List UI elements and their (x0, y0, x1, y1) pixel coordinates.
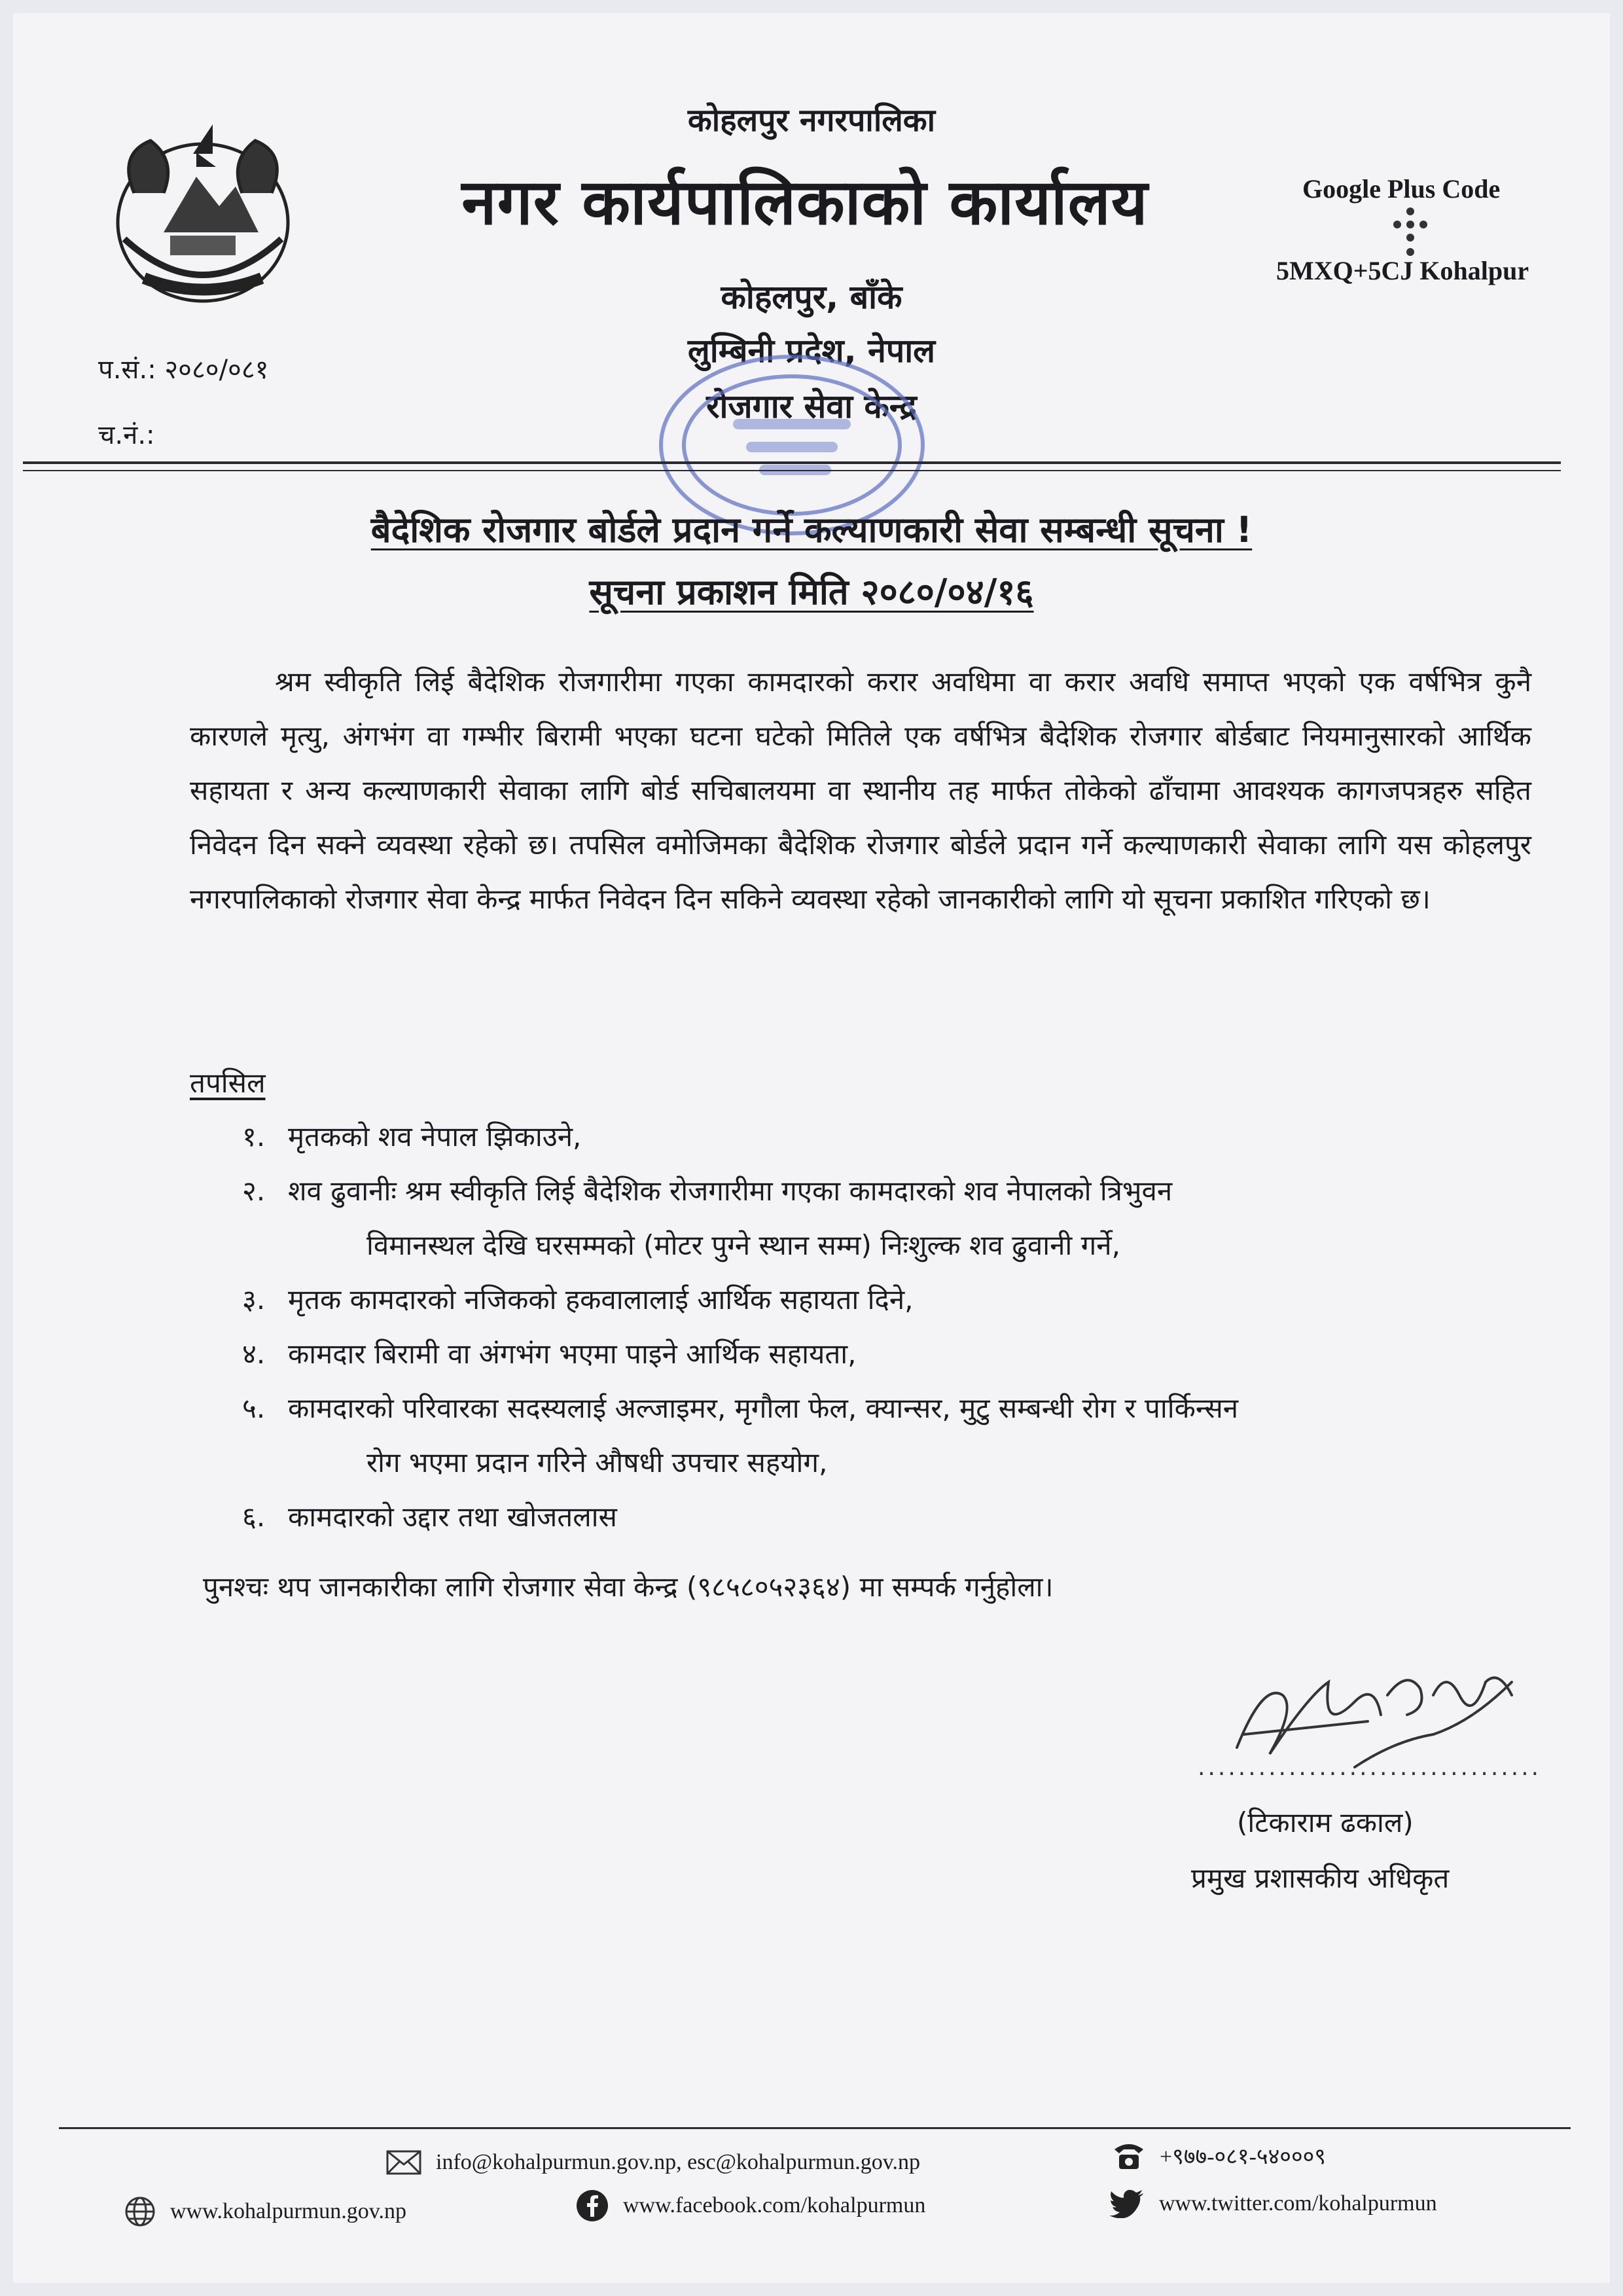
item-text: कामदारको उद्दार तथा खोजतलास (288, 1501, 617, 1533)
footer-twitter (1109, 2189, 1437, 2218)
address-line-3: रोजगार सेवा केन्द्र (706, 387, 917, 425)
item-number: ६. (242, 1501, 266, 1533)
item-number: २. (242, 1175, 266, 1207)
item-number: ४. (242, 1338, 266, 1370)
address-line-1: कोहलपुर, बाँके (721, 278, 902, 316)
signer-title: प्रमुख प्रशासकीय अधिकृत (1191, 1862, 1450, 1894)
list-item (242, 1272, 1551, 1327)
item-text: कामदारको परिवारका सदस्यलाई अल्जाइमर, मृगौला फेल, क्यान्सर, मुटु सम्बन्धी रोग र पार्किन्सन (288, 1392, 1239, 1424)
envelope-icon (386, 2150, 421, 2175)
notice-date-text: सूचना प्रकाशन मिति २०८०/०४/१६ (589, 571, 1034, 613)
item-text-continued: रोग भएमा प्रदान गरिने औषधी उपचार सहयोग, (366, 1446, 828, 1479)
item-text-continued: विमानस्थल देखि घरसम्मको (मोटर पुग्ने स्थान सम्म) निःशुल्क शव ढुवानी गर्ने, (366, 1229, 1120, 1261)
address-line-2: लुम्बिनी प्रदेश, नेपाल (687, 332, 936, 370)
facebook-link[interactable]: www.facebook.com/kohalpurmun (623, 2193, 926, 2217)
globe-icon (124, 2196, 156, 2227)
list-item (242, 1490, 1551, 1544)
list-item (242, 1381, 1551, 1435)
notice-title (0, 504, 1623, 552)
facebook-icon (576, 2189, 609, 2222)
footer-website (124, 2196, 406, 2227)
postscript-note: पुनश्चः थप जानकारीका लागि रोजगार सेवा केन्द्र (९८५८०५२३६४) मा सम्पर्क गर्नुहोला। (203, 1571, 1054, 1603)
signature-line: .................................. (1198, 1754, 1542, 1781)
email-link[interactable]: info@kohalpurmun.gov.np, esc@kohalpurmun.gov.np (436, 2150, 920, 2174)
item-number: १. (242, 1121, 266, 1153)
signer-name: (टिकाराम ढकाल) (1237, 1806, 1414, 1839)
footer-phone (1113, 2140, 1326, 2170)
phone-number: +९७७-०८१-५४०००९ (1160, 2145, 1326, 2169)
item-text: शव ढुवानीः श्रम स्वीकृति लिई बैदेशिक रोजगारीमा गएका कामदारको शव नेपालको त्रिभुवन (288, 1175, 1173, 1207)
header-rule-thin (23, 470, 1561, 471)
list-item-continuation (242, 1218, 1551, 1272)
notice-title-text: बैदेशिक रोजगार बोर्डले प्रदान गर्ने कल्याणकारी सेवा सम्बन्धी सूचना ! (370, 509, 1253, 550)
list-item (242, 1109, 1551, 1164)
plus-code-icon (1391, 206, 1430, 259)
item-number: ३. (242, 1283, 266, 1316)
google-plus-code-label: Google Plus Code (1302, 174, 1501, 204)
annex-heading: तपसिल (190, 1067, 266, 1099)
footer-email (386, 2150, 920, 2175)
dispatch-number: च.नं.: (98, 420, 155, 450)
item-text: मृतक कामदारको नजिकको हकवालालाई आर्थिक सहायता दिने, (288, 1283, 914, 1316)
google-plus-code: 5MXQ+5CJ Kohalpur (1276, 256, 1529, 285)
list-item (242, 1327, 1551, 1381)
twitter-link[interactable]: www.twitter.com/kohalpurmun (1159, 2191, 1437, 2215)
footer-facebook (576, 2189, 925, 2222)
twitter-icon (1109, 2189, 1145, 2218)
reference-number: प.सं.: २०८०/०८१ (98, 355, 269, 385)
office-title: नगर कार्यपालिकाको कार्यालय (461, 166, 1149, 239)
header-rule (23, 461, 1561, 464)
footer-rule (59, 2127, 1571, 2129)
municipality-name: कोहलपुर नगरपालिका (687, 102, 936, 139)
telephone-icon (1113, 2140, 1145, 2170)
notice-body: श्रम स्वीकृति लिई बैदेशिक रोजगारीमा गएका कामदारको करार अवधिमा वा करार अवधि समाप्त भएको एक वर्षभित्र कुनै कारणले मृत्यु, अंगभंग वा गम्भीर बिरामी भएका घटना घटेको मितिले एक वर्षभित्र बैदेशिक रोजगार बोर्डबाट नियमानुसारको आर्थिक सहायता र अन्य कल्याणकारी सेवाका लागि बोर्ड सचिबालयमा वा स्थानीय तह मार्फत तोकेको ढाँचामा आवश्यक कागजपत्रहरु सहित निवेदन दिन सक्ने व्यवस्था रहेको छ। तपसिल वमोजिमका बैदेशिक रोजगार बोर्डले प्रदान गर्ने कल्याणकारी सेवाका लागि यस कोहलपुर नगरपालिकाको रोजगार सेवा केन्द्र मार्फत निवेदन दिन सकिने व्यवस्था रहेको जानकारीको लागि यो सूचना प्रकाशित गरिएको छ। (190, 666, 1531, 915)
item-text: मृतकको शव नेपाल झिकाउने, (288, 1121, 582, 1153)
item-number: ५. (242, 1392, 266, 1424)
list-item (242, 1164, 1551, 1218)
website-link[interactable]: www.kohalpurmun.gov.np (170, 2199, 407, 2223)
item-text: कामदार बिरामी वा अंगभंग भएमा पाइने आर्थिक सहायता, (288, 1338, 857, 1370)
annex-list (242, 1109, 1551, 1544)
list-item-continuation (242, 1435, 1551, 1490)
notice-date (0, 566, 1623, 615)
